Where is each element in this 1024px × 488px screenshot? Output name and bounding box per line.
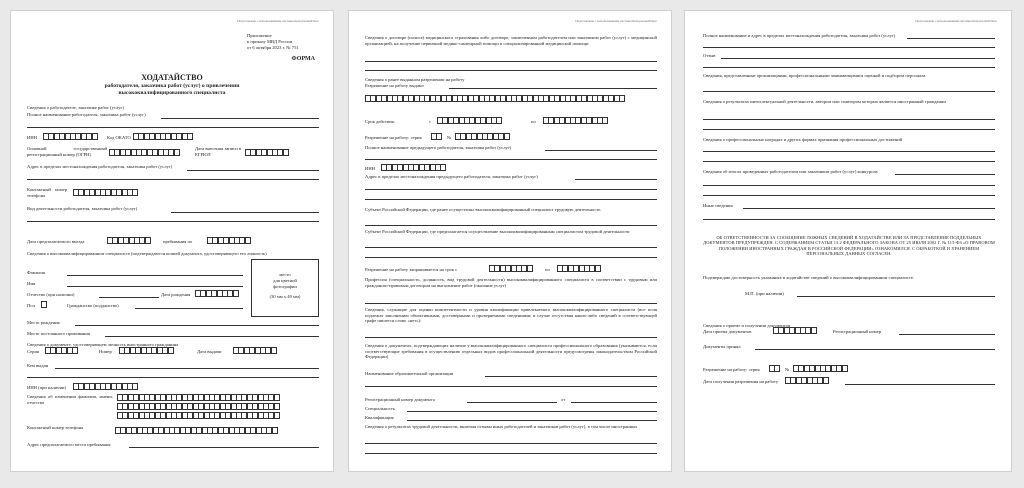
requested-from-boxes[interactable] bbox=[489, 265, 532, 272]
specialist-info-label: Сведения о высококвалифицированном специалисте (подтверждаются копией документа, удостоверяющего его личность) bbox=[27, 251, 267, 256]
intellectual-field-2[interactable] bbox=[703, 129, 995, 130]
subject-planned-field-2[interactable] bbox=[365, 257, 657, 258]
other-field-2[interactable] bbox=[703, 219, 995, 220]
ogrn-label: Основной государственный регистрационный номер (ОГРН) bbox=[27, 146, 107, 157]
residence-field[interactable] bbox=[105, 336, 319, 337]
contact-phone-boxes[interactable] bbox=[115, 427, 277, 434]
stay-address-label: Адрес предполагаемого места пребывания bbox=[27, 442, 111, 447]
id-doc-label: Сведения о документе, удостоверяющем личность иностранного гражданина bbox=[27, 342, 179, 347]
prev-address-field-2[interactable] bbox=[365, 189, 657, 190]
citizenship-field[interactable] bbox=[135, 308, 243, 309]
subject-worked-label: Субъект Российской Федерации, где ранее осуществлял высококвалифицированный специалист трудовую деятельность bbox=[365, 207, 601, 212]
receipt-date-label: Дата приема документов bbox=[703, 329, 752, 334]
permit-issued-label: Разрешение на работу выдано bbox=[365, 83, 424, 88]
inn-boxes[interactable] bbox=[43, 133, 97, 140]
citizenship-label: Гражданство (подданство) bbox=[67, 303, 119, 308]
prev-address-label: Адрес в пределах местонахождения предыдущего работодателя, заказчика работ (услуг) bbox=[365, 174, 538, 179]
reg-number-field[interactable] bbox=[467, 402, 557, 403]
activity-field-2[interactable] bbox=[27, 221, 319, 222]
intellectual-field[interactable] bbox=[703, 119, 995, 120]
phone-boxes[interactable] bbox=[73, 189, 138, 196]
stay-until-boxes[interactable] bbox=[207, 237, 250, 244]
reg-no-label: Регистрационный номер bbox=[833, 329, 882, 334]
photo-placeholder bbox=[251, 259, 319, 317]
prev-inn-label: ИНН bbox=[365, 166, 375, 171]
orgs-label: Сведения, представленные организациями, профессиональными занимающимися оценкой и подбором персонала bbox=[703, 73, 926, 78]
document-title: ХОДАТАЙСТВО bbox=[141, 73, 203, 82]
photo-text-1: место bbox=[279, 272, 291, 277]
birth-place-label: Место рождения bbox=[27, 320, 60, 325]
kod-okato-label: Код ОКАТО bbox=[107, 135, 131, 140]
inn-opt-label: ИНН (при наличии) bbox=[27, 385, 67, 390]
issue-date-boxes[interactable] bbox=[233, 347, 276, 354]
reg-no-field[interactable] bbox=[899, 334, 995, 335]
permit-series-label: Разрешение на работу: серия bbox=[365, 135, 422, 140]
stay-until-label: пребывания по bbox=[163, 239, 193, 244]
other-label: Иные сведения bbox=[703, 203, 733, 208]
competence-field[interactable] bbox=[365, 337, 657, 338]
permit-no-boxes[interactable] bbox=[455, 133, 509, 140]
full-name-field[interactable] bbox=[161, 118, 319, 119]
review-label: Отзыв bbox=[703, 53, 716, 58]
intellectual-label: Сведения о результатах интеллектуальной деятельности, автором или соавтором которых является иностранный гражданин bbox=[703, 99, 946, 104]
receipt-date-boxes[interactable] bbox=[773, 327, 816, 334]
sex-label: Пол bbox=[27, 303, 35, 308]
employer-info-label: Сведения о работодателе, заказчике работ (услуг) bbox=[27, 105, 124, 110]
work-results-label: Сведения о результатах трудовой деятельности, включая отзывы иных работодателей и заказчиков работ (услуг), в том числе иностранных bbox=[365, 424, 638, 429]
from-date-field[interactable] bbox=[571, 402, 657, 403]
subject-planned-label: Субъект Российской Федерации, где предполагается осуществление высококвалифицированным специалистом трудовой деятельности bbox=[365, 229, 630, 234]
permit-no-label: № bbox=[447, 135, 452, 140]
reg-number-label: Регистрационный номер документа bbox=[365, 397, 435, 402]
entry-date-boxes[interactable] bbox=[107, 237, 150, 244]
permit-info-label: Сведения о ранее выданном разрешении на работу bbox=[365, 77, 465, 82]
contract-field[interactable] bbox=[365, 61, 657, 62]
qualification-label: Квалификация bbox=[365, 415, 394, 420]
permit-no-label-3: № bbox=[785, 367, 790, 372]
permit-series-label-3: Разрешение на работу: серия bbox=[703, 367, 760, 372]
prev-employer-label: Полное наименование предыдущего работодателя, заказчика работ (услуг) bbox=[365, 145, 512, 150]
validity-label: Срок действия: bbox=[365, 119, 395, 124]
activity-field[interactable] bbox=[171, 212, 319, 213]
address-label: Адрес в пределах местонахождения работодателя, заказчика работ (услуг) bbox=[27, 164, 173, 169]
number-boxes[interactable] bbox=[119, 347, 173, 354]
phone-label: Контактный номер телефона bbox=[27, 187, 67, 198]
surname-label: Фамилия bbox=[27, 270, 45, 275]
photo-text-3: фотографии bbox=[273, 284, 297, 289]
confirm-label: Подтверждаю достоверность указанных в ходатайстве сведений о высококвалифицированном специалисте. bbox=[703, 275, 915, 280]
address-field[interactable] bbox=[187, 170, 319, 171]
specialty-field[interactable] bbox=[407, 411, 657, 412]
profession-field[interactable] bbox=[365, 303, 657, 304]
permit-boxes[interactable] bbox=[365, 95, 625, 102]
mp-label: М.П. (при наличии) bbox=[745, 291, 784, 296]
awards-field-2[interactable] bbox=[703, 161, 995, 162]
from-date-label: от bbox=[561, 397, 566, 402]
awards-field[interactable] bbox=[703, 151, 995, 152]
permit-issued-field[interactable] bbox=[449, 88, 657, 89]
contests-field[interactable] bbox=[895, 174, 995, 175]
specialty-label: Специальность bbox=[365, 406, 395, 411]
liability-warning: ОБ ОТВЕТСТВЕННОСТИ ЗА СООБЩЕНИЕ ЛОЖНЫХ СВЕДЕНИЙ В ХОДАТАЙСТВЕ ИЛИ ЗА ПРЕДСТАВЛЕНИЕ ПОДДЕЛЬНЫХ ДОКУМЕНТОВ ПРЕДУПРЕЖДЕН. С СОДЕРЖАНИЕМ СТАТЬИ 13.2 ФЕДЕРАЛЬНОГО ЗАКОНА ОТ 25 ИЮЛЯ 2002 Г. № 115-ФЗ «О ПРАВОВОМ ПОЛОЖЕНИИ ИНОСТРАННЫХ ГРАЖДАН В РОССИЙСКОЙ ФЕДЕРАЦИИ» ОЗНАКОМИЛСЯ. С ОБРАБОТКОЙ И ХРАНЕНИЕМ ПЕРСОНАЛЬНЫХ ДАННЫХ СОГЛАСЕН. bbox=[703, 235, 995, 257]
sex-box[interactable] bbox=[41, 301, 46, 308]
appendix-line-2: к приказу МВД России bbox=[247, 39, 293, 44]
form-page-2 bbox=[348, 10, 672, 472]
inn-opt-boxes[interactable] bbox=[73, 383, 138, 390]
patronymic-field[interactable] bbox=[99, 297, 159, 298]
receipt-permit-field[interactable] bbox=[845, 384, 995, 385]
address-field-2[interactable] bbox=[27, 179, 319, 180]
photo-text-2: для цветной bbox=[273, 278, 297, 283]
form-page-3 bbox=[684, 10, 1012, 472]
header-note: Подготовлено с использованием системы КонсультантПлюс bbox=[915, 19, 997, 23]
permit-series-boxes-3[interactable] bbox=[769, 365, 780, 372]
work-results-field-2[interactable] bbox=[365, 453, 657, 454]
full-name-field-2[interactable] bbox=[27, 127, 319, 128]
requested-to-label: по bbox=[545, 267, 550, 272]
permit-no-boxes-3[interactable] bbox=[793, 365, 847, 372]
name-change-label: Сведения об изменении фамилии, имени, отчества bbox=[27, 394, 113, 405]
edu-org-field[interactable] bbox=[485, 376, 657, 377]
review-field[interactable] bbox=[721, 58, 995, 59]
subject-planned-field[interactable] bbox=[365, 247, 657, 248]
issued-by-field[interactable] bbox=[55, 368, 319, 369]
permit-series-boxes[interactable] bbox=[431, 133, 442, 140]
contests-field-2[interactable] bbox=[703, 185, 995, 186]
patronymic-label: Отчество (при наличии) bbox=[27, 292, 75, 297]
qualification-field[interactable] bbox=[407, 420, 657, 421]
birth-date-label: Дата рождения bbox=[161, 292, 191, 297]
accepted-field[interactable] bbox=[755, 349, 995, 350]
birth-date-boxes[interactable] bbox=[195, 290, 238, 297]
prev-employer-field[interactable] bbox=[545, 150, 657, 151]
issued-by-field-2[interactable] bbox=[27, 377, 319, 378]
series-label: Серия bbox=[27, 349, 40, 354]
forma-label: ФОРМА bbox=[291, 56, 315, 62]
appendix-line-3: от 6 октября 2023 г. № 751 bbox=[247, 45, 299, 50]
form-page-1 bbox=[10, 10, 334, 472]
name-change-boxes-3[interactable] bbox=[117, 412, 279, 419]
orgs-field[interactable] bbox=[703, 91, 995, 92]
name-field[interactable] bbox=[67, 286, 243, 287]
prev-inn-boxes[interactable] bbox=[381, 164, 446, 171]
subject-worked-field[interactable] bbox=[365, 225, 657, 226]
receipt-label: Сведения о приеме и получении документов bbox=[703, 323, 791, 328]
header-note: Подготовлено с использованием системы КонсультантПлюс bbox=[237, 19, 319, 23]
review-field-2[interactable] bbox=[703, 67, 995, 68]
validity-to-boxes[interactable] bbox=[543, 117, 608, 124]
inn-label: ИНН bbox=[27, 135, 37, 140]
full-name-label: Полное наименование работодателя, заказчика работ (услуг) bbox=[27, 112, 146, 117]
photo-text-4: (30 мм x 40 мм) bbox=[269, 294, 301, 299]
document-subtitle-2: высококвалифицированного специалиста bbox=[118, 90, 226, 96]
egrul-date-label: Дата внесения записи в ЕГРЮЛ bbox=[195, 146, 241, 157]
signature-field[interactable] bbox=[797, 296, 995, 297]
activity-label: Вид деятельности работодателя, заказчика работ (услуг) bbox=[27, 206, 138, 211]
contact-phone-label: Контактный номер телефона bbox=[27, 425, 84, 430]
number-label: Номер bbox=[99, 349, 112, 354]
competence-label: Сведения, служащие для оценки компетентности и уровня квалификации привлекаемого высококвалифицированного специалиста (все поля подлежат заполнению объективными, достоверными и проверяемыми сведениями; в случае отсутствия каких-либо сведений в соответствующей графе пишется слово «нет»): bbox=[365, 307, 657, 324]
requested-to-boxes[interactable] bbox=[557, 265, 600, 272]
profession-label: Профессия (специальность, должность, вид трудовой деятельности) высококвалифицированного специалиста в соответствии с трудовым или гражданско-правовым договором на выполнение работ (оказание услуг) bbox=[365, 277, 657, 288]
name-address-field[interactable] bbox=[907, 38, 995, 39]
receipt-permit-label: Дата получения разрешения на работу bbox=[703, 379, 779, 384]
accepted-label: Документы принял bbox=[703, 344, 741, 349]
edu-org-field-2[interactable] bbox=[365, 386, 657, 387]
series-boxes[interactable] bbox=[45, 347, 77, 354]
okato-boxes[interactable] bbox=[133, 133, 192, 140]
ogrn-boxes[interactable] bbox=[109, 149, 179, 156]
work-results-field[interactable] bbox=[365, 443, 657, 444]
name-address-field-2[interactable] bbox=[703, 47, 995, 48]
residence-label: Место постоянного проживания bbox=[27, 331, 90, 336]
surname-field[interactable] bbox=[67, 275, 243, 276]
stay-address-field[interactable] bbox=[129, 447, 319, 448]
document-subtitle-1: работодателя, заказчика работ (услуг) о привлечении bbox=[104, 83, 240, 89]
prev-address-field[interactable] bbox=[575, 179, 657, 180]
to-label: по bbox=[531, 119, 536, 124]
issue-date-label: Дата выдачи bbox=[197, 349, 222, 354]
name-label: Имя bbox=[27, 281, 36, 286]
from-label: с bbox=[429, 119, 432, 124]
name-change-boxes-1[interactable] bbox=[117, 394, 279, 401]
header-note: Подготовлено с использованием системы КонсультантПлюс bbox=[575, 19, 657, 23]
prev-address-field-3[interactable] bbox=[365, 199, 657, 200]
contract-field-2[interactable] bbox=[365, 70, 657, 71]
appendix-line-1: Приложение bbox=[247, 33, 272, 38]
receipt-permit-boxes[interactable] bbox=[785, 377, 828, 384]
name-change-boxes-2[interactable] bbox=[117, 403, 279, 410]
issued-by-label: Кем выдан bbox=[27, 363, 49, 368]
egrul-date-boxes[interactable] bbox=[245, 149, 288, 156]
docs-education-label: Сведения о документах, подтверждающих наличие у высококвалифицированного специалиста профессионального образования (указываются, если соответствующие требования в осуществлению отдельных видов профессиональной деятельности предусмотрены законодательством Российской Федерации) bbox=[365, 343, 657, 360]
permit-requested-label: Разрешение на работу запрашивается на срок с bbox=[365, 267, 458, 272]
awards-label: Сведения о профессиональных наградах и других формах признания профессиональных достижений bbox=[703, 137, 903, 142]
prev-employer-field-2[interactable] bbox=[365, 159, 657, 160]
validity-from-boxes[interactable] bbox=[437, 117, 502, 124]
contests-field-3[interactable] bbox=[703, 195, 995, 196]
contract-label: Сведения о договоре (полисе) медицинского страхования либо договоре, заключенном работодателем или заказчиком работ (услуг) с медицинской организацией, на получение первичной медико-санитарной помощи и специализированной медицинской помощи bbox=[365, 35, 657, 46]
contests-label: Сведения об итогах проведенных работодателем или заказчиком работ (услуг) конкурсов bbox=[703, 169, 878, 174]
other-field[interactable] bbox=[743, 208, 995, 209]
birth-place-field[interactable] bbox=[75, 325, 319, 326]
entry-date-label: Дата предполагаемого въезда bbox=[27, 239, 85, 244]
edu-org-label: Наименование образовательной организации bbox=[365, 371, 454, 376]
name-address-label: Полное наименование и адрес в пределах местонахождения работодателя, заказчика работ (услуг) bbox=[703, 33, 896, 38]
